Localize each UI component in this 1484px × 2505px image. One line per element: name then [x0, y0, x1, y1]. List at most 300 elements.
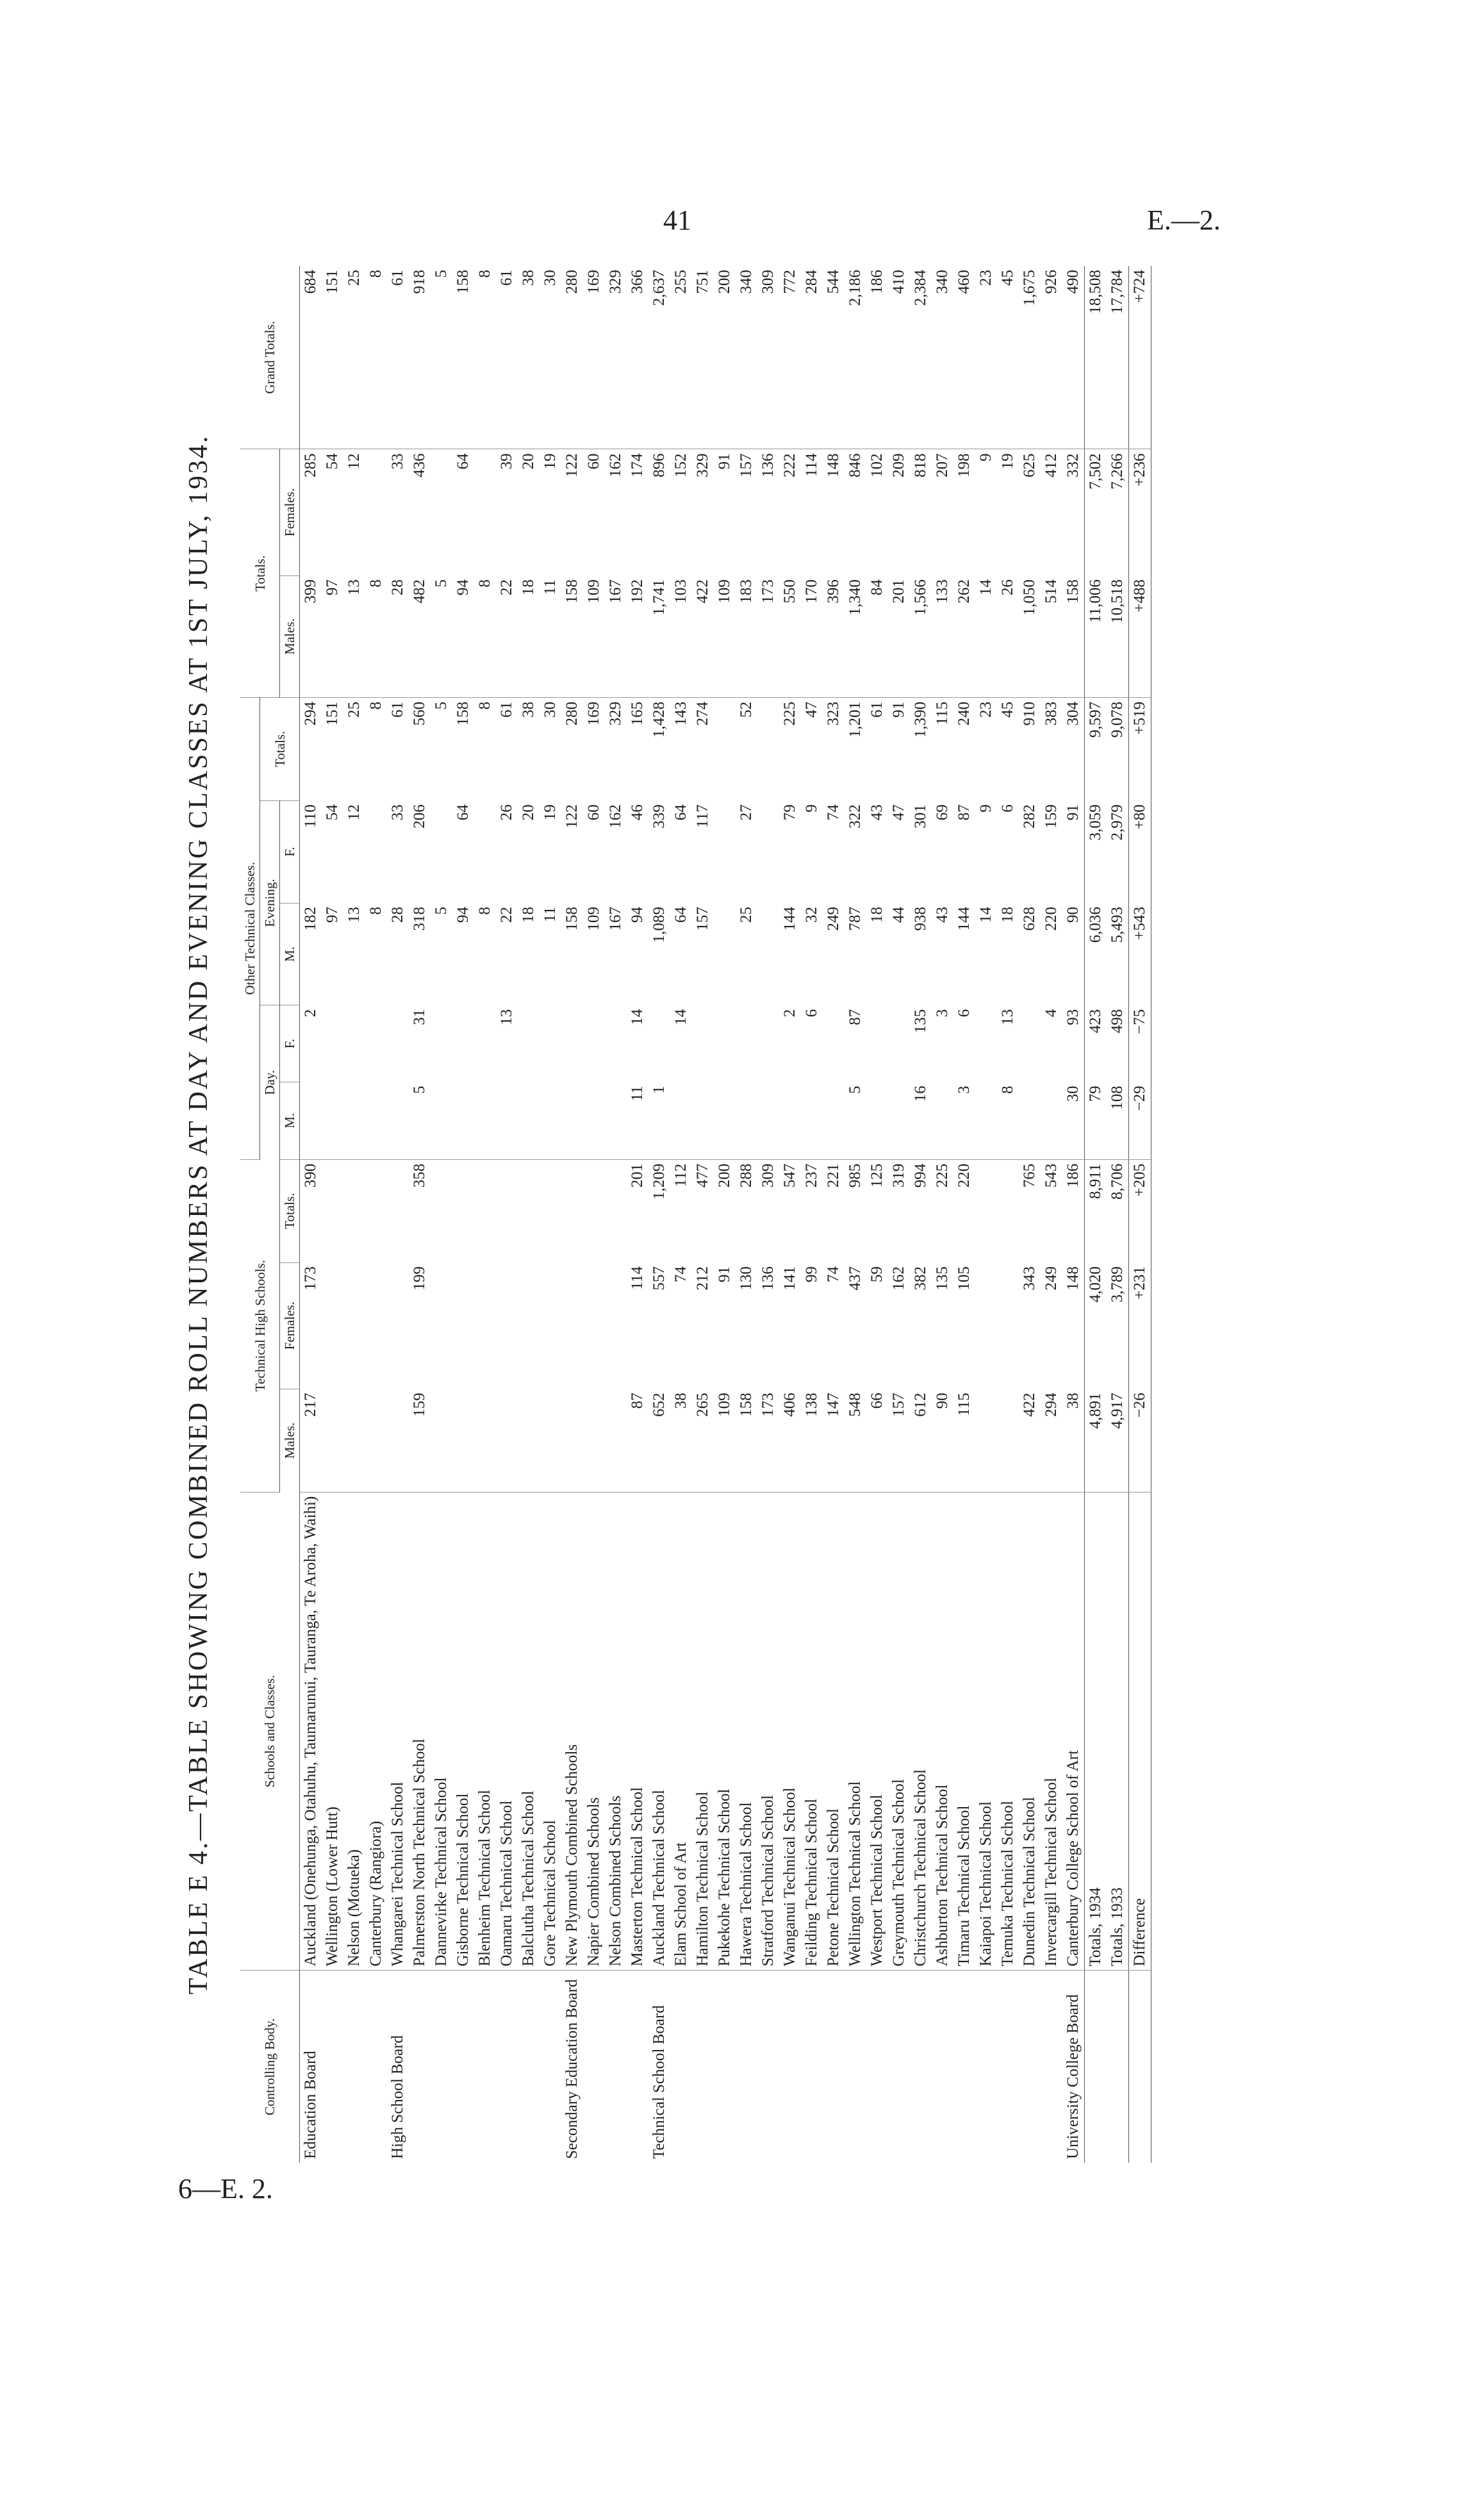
school-name-cell: Feilding Technical School [801, 1492, 823, 1971]
value-cell [583, 1082, 605, 1159]
value-cell [1019, 1082, 1041, 1159]
value-cell: 772 [779, 266, 801, 449]
value-cell: 560 [411, 701, 428, 726]
value-cell: 918 [409, 266, 431, 449]
value-cell: 1,566 [910, 575, 932, 697]
value-cell: 514 [1041, 575, 1062, 697]
value-cell: 332 [1064, 453, 1082, 477]
value-cell [431, 449, 452, 575]
table-row [605, 266, 627, 2163]
value-cell: 896 [650, 453, 668, 477]
value-cell: 9 [803, 804, 820, 813]
value-cell: 557 [650, 1266, 668, 1291]
value-cell [518, 1005, 540, 1082]
table-row [322, 266, 343, 2163]
controlling-body-cell [409, 1971, 431, 2163]
value-cell: 1,428 [650, 701, 668, 738]
value-cell: 329 [605, 266, 627, 449]
value-cell: 174 [629, 453, 646, 477]
value-cell: 93 [1064, 1009, 1082, 1025]
rotated-table-region [170, 266, 1285, 2163]
value-cell [518, 1082, 540, 1159]
header-day-f: F. [280, 1005, 300, 1082]
value-cell: 157 [888, 1389, 910, 1492]
value-cell: 5 [431, 575, 452, 697]
value-cell: 60 [585, 804, 602, 821]
school-name-cell: Nelson (Motueka) [343, 1492, 365, 1971]
value-cell: 8 [476, 701, 493, 710]
school-name-cell: Gisborne Technical School [452, 1492, 474, 1971]
value-cell: 1,201 [846, 701, 864, 738]
controlling-body-cell [757, 1971, 779, 2163]
value-cell: 91 [716, 453, 733, 470]
school-name-cell: Kaiapoi Technical School [975, 1492, 997, 1971]
value-cell: 94 [452, 575, 474, 697]
value-cell: 8 [367, 907, 384, 915]
value-cell: 240 [955, 701, 973, 726]
value-cell: 147 [823, 1389, 845, 1492]
value-cell: 64 [672, 804, 689, 821]
value-cell [365, 1389, 387, 1492]
value-cell [757, 697, 779, 800]
value-cell: 109 [714, 1389, 736, 1492]
value-cell: 170 [801, 575, 823, 697]
header-technical-high: Technical High Schools. [240, 1159, 280, 1492]
table-row [975, 266, 997, 2163]
table-row [583, 266, 605, 2163]
controlling-body-cell [474, 1971, 496, 2163]
table-header [240, 266, 300, 2163]
value-cell: 9 [977, 804, 994, 813]
value-cell: 221 [825, 1163, 842, 1188]
school-name-cell: Canterbury (Rangiora) [365, 1492, 387, 1971]
controlling-body-cell [736, 1971, 757, 2163]
value-cell [322, 1082, 343, 1159]
value-cell: 136 [759, 453, 777, 477]
value-cell: 339 [650, 804, 668, 829]
value-cell: 548 [845, 1389, 866, 1492]
school-name-cell: Balclutha Technical School [518, 1492, 540, 1971]
value-cell: 28 [387, 575, 409, 697]
value-cell: 33 [389, 453, 406, 470]
header-total-males: Males. [280, 575, 300, 697]
value-cell: 91 [1064, 804, 1082, 821]
value-cell: 3 [953, 1082, 975, 1159]
value-cell [365, 800, 387, 903]
school-name-cell: Napier Combined Schools [583, 1492, 605, 1971]
value-cell: 74 [672, 1266, 689, 1283]
value-cell [474, 1262, 496, 1389]
value-cell [474, 1082, 496, 1159]
value-cell [343, 1082, 365, 1159]
value-cell: 18,508 [1085, 266, 1107, 449]
school-name-cell: Totals, 1933 [1107, 1492, 1129, 1971]
school-name-cell: Oamaru Technical School [496, 1492, 518, 1971]
rotated-page [170, 266, 1285, 2163]
value-cell: 186 [866, 266, 888, 449]
value-cell: 490 [1062, 266, 1085, 449]
page-number: 41 [663, 204, 691, 236]
header-tech-totals: Totals. [280, 1159, 300, 1262]
value-cell: 543 [1043, 1163, 1060, 1188]
value-cell: +236 [1129, 449, 1151, 575]
value-cell: 61 [389, 701, 406, 718]
value-cell: 102 [868, 453, 886, 477]
value-cell [714, 1005, 736, 1082]
value-cell: 201 [888, 575, 910, 697]
value-cell: 158 [454, 701, 472, 726]
value-cell: 158 [736, 1389, 757, 1492]
value-cell: 10,518 [1107, 575, 1129, 697]
value-cell: 18 [868, 907, 886, 923]
value-cell: 8 [474, 266, 496, 449]
value-cell: 274 [694, 701, 711, 726]
controlling-body-cell [1129, 1971, 1151, 2163]
value-cell [431, 1082, 452, 1159]
value-cell [888, 1005, 910, 1082]
value-cell: 162 [607, 804, 624, 829]
value-cell: 612 [910, 1389, 932, 1492]
value-cell: 28 [389, 907, 406, 923]
value-cell: 61 [496, 266, 518, 449]
value-cell: 200 [714, 266, 736, 449]
value-cell [387, 1262, 409, 1389]
value-cell: 846 [846, 453, 864, 477]
table-row [779, 266, 801, 2163]
value-cell: 183 [736, 575, 757, 697]
value-cell [496, 1082, 518, 1159]
table-row [953, 266, 975, 2163]
controlling-body-cell [605, 1971, 627, 2163]
value-cell: 20 [520, 804, 537, 821]
value-cell: 1,209 [650, 1163, 668, 1200]
value-cell: 4 [1043, 1009, 1060, 1018]
table-row [757, 266, 779, 2163]
value-cell: 91 [890, 701, 907, 718]
value-cell: +724 [1129, 266, 1151, 449]
value-cell: 130 [738, 1266, 755, 1291]
value-cell [648, 1005, 670, 1082]
table-row [1062, 266, 1085, 2163]
value-cell: 135 [912, 1009, 929, 1034]
value-cell: 22 [498, 907, 515, 923]
value-cell: 1,340 [845, 575, 866, 697]
school-name-cell: Petone Technical School [823, 1492, 845, 1971]
value-cell: 410 [888, 266, 910, 449]
school-name-cell: Wellington Technical School [845, 1492, 866, 1971]
value-cell: 212 [694, 1266, 711, 1291]
value-cell: 141 [781, 1266, 798, 1291]
header-day-m: M. [280, 1082, 300, 1159]
value-cell: 87 [627, 1389, 648, 1492]
school-name-cell: Canterbury College School of Art [1062, 1492, 1085, 1971]
header-other-technical: Other Technical Classes. [240, 697, 260, 1159]
value-cell: 304 [1064, 701, 1082, 726]
value-cell: 52 [738, 701, 755, 718]
value-cell: 547 [781, 1163, 798, 1188]
value-cell [583, 1389, 605, 1492]
value-cell: 14 [977, 907, 994, 923]
value-cell: 87 [846, 1009, 864, 1025]
controlling-body-cell [932, 1971, 953, 2163]
value-cell: 43 [934, 907, 951, 923]
header-other-totals: Totals. [260, 697, 300, 800]
value-cell: 144 [955, 907, 973, 931]
value-cell: 206 [411, 804, 428, 829]
value-cell [496, 1262, 518, 1389]
value-cell: +231 [1129, 1262, 1151, 1389]
school-name-cell: New Plymouth Combined Schools [561, 1492, 583, 1971]
school-name-cell: Wellington (Lower Hutt) [322, 1492, 343, 1971]
school-name-cell: Auckland Technical School [648, 1492, 670, 1971]
value-cell: 23 [977, 701, 994, 718]
value-cell: 74 [825, 1266, 842, 1283]
value-cell: 6,036 [1085, 903, 1107, 1005]
value-cell: 390 [302, 1163, 319, 1188]
controlling-body-cell [322, 1971, 343, 2163]
value-cell [387, 1159, 409, 1262]
value-cell: 309 [759, 1163, 777, 1188]
value-cell: +543 [1129, 903, 1151, 1005]
value-cell: 319 [890, 1163, 907, 1188]
value-cell: 3,059 [1085, 800, 1107, 903]
controlling-body-cell [866, 1971, 888, 2163]
value-cell [605, 1082, 627, 1159]
header-schools: Schools and Classes. [240, 1492, 300, 1971]
value-cell [736, 1082, 757, 1159]
value-cell: 39 [498, 453, 515, 470]
value-cell: 109 [714, 575, 736, 697]
value-cell: 11,006 [1085, 575, 1107, 697]
value-cell [1041, 1082, 1062, 1159]
school-name-cell: Dannevirke Technical School [431, 1492, 452, 1971]
controlling-body-cell [431, 1971, 452, 2163]
school-name-cell: Ashburton Technical School [932, 1492, 953, 1971]
table-row [670, 266, 692, 2163]
value-cell: 117 [694, 804, 711, 828]
value-cell: 288 [738, 1163, 755, 1188]
value-cell: 318 [411, 907, 428, 931]
value-cell [561, 1262, 583, 1389]
value-cell: 8 [997, 1082, 1019, 1159]
value-cell [452, 1159, 474, 1262]
value-cell: 294 [302, 701, 319, 726]
header-total-females: Females. [280, 449, 300, 575]
value-cell: 144 [781, 907, 798, 931]
value-cell: 32 [803, 907, 820, 923]
value-cell: 225 [934, 1163, 951, 1188]
value-cell: 2,384 [910, 266, 932, 449]
value-cell: 59 [868, 1266, 886, 1283]
value-cell: 343 [1021, 1266, 1038, 1291]
value-cell: 148 [1064, 1266, 1082, 1291]
totals-1934-row [1085, 266, 1107, 2163]
value-cell: 167 [605, 575, 627, 697]
value-cell: 13 [999, 1009, 1016, 1025]
value-cell: 13 [498, 1009, 515, 1025]
value-cell: 926 [1041, 266, 1062, 449]
value-cell [561, 1082, 583, 1159]
value-cell [365, 1262, 387, 1389]
value-cell: 7,266 [1109, 453, 1126, 490]
school-name-cell: Masterton Technical School [627, 1492, 648, 1971]
totals-1933-row [1107, 266, 1129, 2163]
controlling-body-cell [1041, 1971, 1062, 2163]
table-row [409, 266, 431, 2163]
value-cell [343, 1389, 365, 1492]
value-cell: 162 [890, 1266, 907, 1291]
value-cell: 340 [932, 266, 953, 449]
controlling-body-cell [692, 1971, 714, 2163]
school-name-cell: Stratford Technical School [757, 1492, 779, 1971]
value-cell: 61 [387, 266, 409, 449]
value-cell [714, 1082, 736, 1159]
value-cell [583, 1005, 605, 1082]
value-cell: 173 [757, 1389, 779, 1492]
value-cell: 280 [563, 701, 581, 726]
value-cell: 8 [365, 266, 387, 449]
header-evening-f: F. [280, 800, 300, 903]
value-cell [1019, 1005, 1041, 1082]
value-cell: 6 [955, 1009, 973, 1018]
table-row [714, 266, 736, 2163]
value-cell: 6 [999, 804, 1016, 813]
value-cell: 38 [1062, 1389, 1085, 1492]
table-row [932, 266, 953, 2163]
table-body [300, 266, 1151, 2163]
value-cell: 169 [583, 266, 605, 449]
value-cell: 97 [322, 575, 343, 697]
value-cell: 2,186 [845, 266, 866, 449]
value-cell: 99 [803, 1266, 820, 1283]
school-name-cell: Palmerston North Technical School [409, 1492, 431, 1971]
value-cell: 412 [1043, 453, 1060, 477]
value-cell: 33 [389, 804, 406, 821]
table-row [518, 266, 540, 2163]
value-cell: 12 [345, 453, 363, 470]
value-cell [605, 1389, 627, 1492]
value-cell: 1,089 [650, 907, 668, 943]
table-row [736, 266, 757, 2163]
value-cell [975, 1005, 997, 1082]
value-cell [757, 1005, 779, 1082]
value-cell: 157 [694, 907, 711, 931]
value-cell: 550 [779, 575, 801, 697]
value-cell: 684 [300, 266, 322, 449]
value-cell [757, 800, 779, 903]
value-cell: 64 [454, 453, 472, 470]
value-cell [474, 1389, 496, 1492]
value-cell: 25 [343, 266, 365, 449]
value-cell: 217 [300, 1389, 322, 1492]
value-cell: 8 [474, 575, 496, 697]
value-cell: 173 [757, 575, 779, 697]
value-cell: 5 [433, 701, 450, 710]
controlling-body-cell [452, 1971, 474, 2163]
value-cell: 3 [934, 1009, 951, 1018]
school-name-cell: Hawera Technical School [736, 1492, 757, 1971]
value-cell [431, 1389, 452, 1492]
value-cell: 262 [953, 575, 975, 697]
value-cell: 8,706 [1109, 1163, 1126, 1200]
value-cell [823, 1082, 845, 1159]
value-cell: 167 [607, 907, 624, 931]
value-cell [975, 1159, 997, 1262]
value-cell [365, 449, 387, 575]
controlling-body-cell [997, 1971, 1019, 2163]
value-cell: 182 [302, 907, 319, 931]
value-cell [322, 1159, 343, 1262]
value-cell: 43 [868, 804, 886, 821]
school-name-cell: Auckland (Onehunga, Otahuhu, Taumarunui, Tauranga, Te Aroha, Waihi) [300, 1492, 322, 1971]
value-cell [605, 1005, 627, 1082]
controlling-body-cell [823, 1971, 845, 2163]
controlling-body-cell [953, 1971, 975, 2163]
table-row [845, 266, 866, 2163]
school-name-cell: Wanganui Technical School [779, 1492, 801, 1971]
value-cell: 1,390 [912, 701, 929, 738]
value-cell: 5 [433, 907, 450, 915]
value-cell [474, 449, 496, 575]
value-cell [932, 1082, 953, 1159]
value-cell [365, 1005, 387, 1082]
value-cell: 8 [365, 575, 387, 697]
value-cell: 115 [934, 701, 951, 725]
value-cell: 423 [1085, 1005, 1107, 1082]
value-cell [540, 1262, 561, 1389]
value-cell: 151 [324, 701, 341, 726]
school-name-cell: Elam School of Art [670, 1492, 692, 1971]
value-cell [431, 800, 452, 903]
value-cell [975, 1082, 997, 1159]
value-cell: 14 [975, 575, 997, 697]
value-cell: 30 [540, 266, 561, 449]
header-tech-females: Females. [280, 1262, 300, 1389]
value-cell: 47 [890, 804, 907, 821]
value-cell: −29 [1129, 1082, 1151, 1159]
value-cell: 87 [955, 804, 973, 821]
value-cell [692, 1082, 714, 1159]
value-cell: 108 [1107, 1082, 1129, 1159]
value-cell: 79 [781, 804, 798, 821]
value-cell: 94 [629, 907, 646, 923]
value-cell: 159 [1043, 804, 1060, 829]
controlling-body-cell [518, 1971, 540, 2163]
header-totals-group: Totals. [240, 449, 280, 697]
value-cell: 249 [825, 907, 842, 931]
table-row [648, 266, 670, 2163]
controlling-body-cell: Education Board [302, 2051, 319, 2159]
value-cell: 11 [541, 907, 559, 923]
value-cell [823, 1005, 845, 1082]
header-tech-males: Males. [280, 1389, 300, 1492]
header-day: Day. [260, 1005, 280, 1159]
value-cell [997, 1389, 1019, 1492]
value-cell: 4,020 [1085, 1262, 1107, 1389]
school-name-cell: Dunedin Technical School [1019, 1492, 1041, 1971]
value-cell [452, 1005, 474, 1082]
value-cell: 64 [672, 907, 689, 923]
value-cell: 198 [955, 453, 973, 477]
school-name-cell: Blenheim Technical School [474, 1492, 496, 1971]
value-cell: −26 [1129, 1389, 1151, 1492]
value-cell: 265 [692, 1389, 714, 1492]
value-cell: 105 [955, 1266, 973, 1291]
table-title: TABLE E 4.—TABLE SHOWING COMBINED ROLL NUMBERS AT DAY AND EVENING CLASSES AT 1ST JULY, 1934. [184, 434, 213, 1995]
table-row [431, 266, 452, 2163]
value-cell: +205 [1129, 1159, 1151, 1262]
value-cell: 4,917 [1107, 1389, 1129, 1492]
